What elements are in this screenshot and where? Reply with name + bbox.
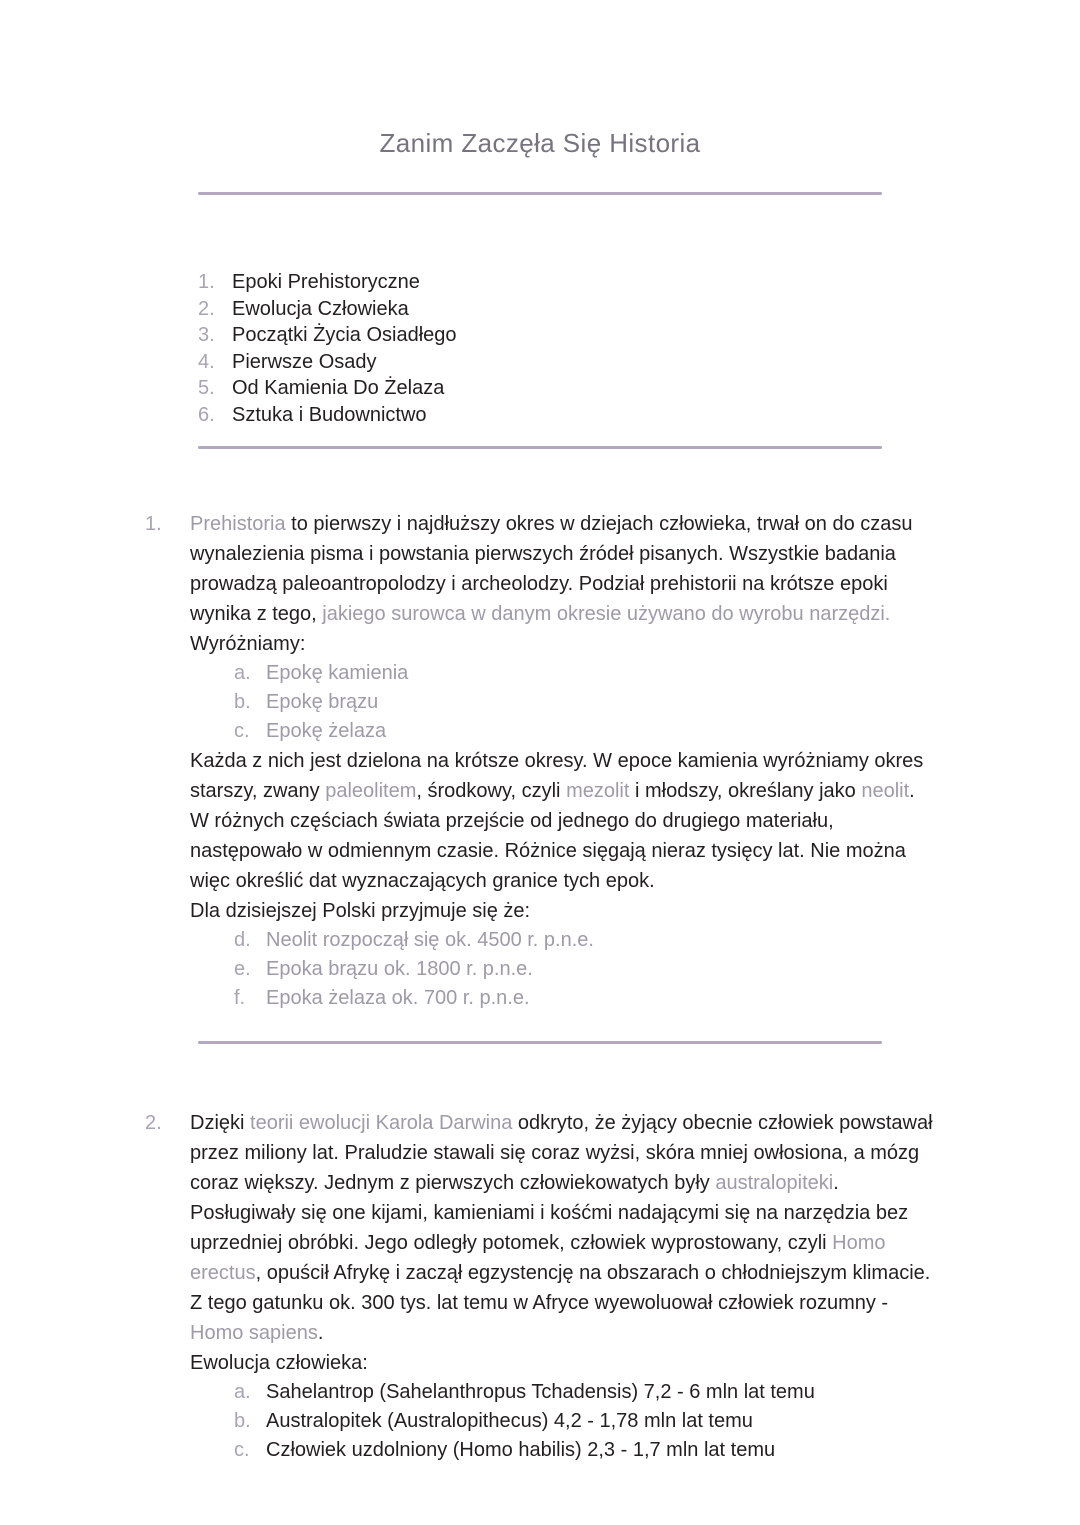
toc-item-label: Pierwsze Osady xyxy=(232,350,377,373)
section-2-lead-in: Ewolucja człowieka: xyxy=(190,1352,368,1375)
toc-item[interactable] xyxy=(198,322,882,349)
list-item-label: Epokę brązu xyxy=(266,691,379,714)
list-item-label: Sahelantrop (Sahelanthropus Tchadensis) 7,2 - 6 mln lat temu xyxy=(266,1381,815,1404)
toc-item[interactable] xyxy=(198,296,882,323)
list-item xyxy=(190,1436,935,1465)
list-item xyxy=(190,688,935,717)
toc-item-label: Od Kamienia Do Żelaza xyxy=(232,377,445,400)
section-1 xyxy=(145,509,935,1013)
section-number: 2. xyxy=(145,1112,162,1135)
spacer xyxy=(0,1044,1080,1108)
body-text: , opuścił Afrykę i zaczął egzystencję na obszarach o chłodniejszym klimacie. Z tego gatunku ok. 300 tys. lat temu w Afryce wyewoluował człowiek rozumny - xyxy=(190,1262,931,1315)
toc-item[interactable] xyxy=(198,375,882,402)
list-item-label: Neolit rozpoczął się ok. 4500 r. p.n.e. xyxy=(266,929,594,952)
spacer xyxy=(0,428,1080,446)
body-text: . xyxy=(317,1322,324,1345)
list-item-marker: c. xyxy=(234,1439,250,1462)
list-item xyxy=(190,1407,935,1436)
toc-item[interactable] xyxy=(198,269,882,296)
toc-item-number: 5. xyxy=(198,377,215,400)
toc-item[interactable] xyxy=(198,402,882,429)
toc-item-label: Początki Życia Osiadłego xyxy=(232,324,457,347)
list-item-label: Człowiek uzdolniony (Homo habilis) 2,3 - 1,7 mln lat temu xyxy=(266,1439,776,1462)
body-text: i młodszy, określany jako xyxy=(629,780,862,803)
list-item-marker: f. xyxy=(234,987,246,1010)
list-item-marker: c. xyxy=(234,720,250,743)
toc-item-number: 1. xyxy=(198,271,215,294)
list-item-label: Epokę żelaza xyxy=(266,720,387,743)
list-item-marker: b. xyxy=(234,1410,251,1433)
list-item-marker: a. xyxy=(234,1381,251,1404)
list-item xyxy=(190,1378,935,1407)
list-item-marker: b. xyxy=(234,691,251,714)
section-2 xyxy=(145,1108,935,1465)
list-item-label: Australopitek (Australopithecus) 4,2 - 1,78 mln lat temu xyxy=(266,1410,753,1433)
list-item-marker: e. xyxy=(234,958,251,981)
spacer xyxy=(0,1013,1080,1041)
list-item xyxy=(190,984,935,1013)
list-item xyxy=(190,717,935,746)
section-1-lead-in-2: Dla dzisiejszej Polski przyjmuje się że: xyxy=(190,900,531,923)
section-1-sublist-daty xyxy=(190,926,935,1013)
list-item-marker: a. xyxy=(234,662,251,685)
toc-item[interactable] xyxy=(198,349,882,376)
highlight-term: Homo sapiens xyxy=(190,1322,318,1345)
section-1-sublist-epoki xyxy=(190,659,935,746)
list-item-label: Epoka żelaza ok. 700 r. p.n.e. xyxy=(266,987,530,1010)
highlight-term: neolit xyxy=(861,780,910,803)
highlight-term: australopiteki xyxy=(715,1172,834,1195)
section-1-lead-in: Wyróżniamy: xyxy=(190,633,306,656)
list-item-marker: d. xyxy=(234,929,251,952)
toc-item-label: Ewolucja Człowieka xyxy=(232,297,409,320)
body-text: . Posługiwały się one kijami, kamieniami i kośćmi nadającymi się na narzędzia bez uprzedniej obróbki. Jego odległy potomek, człowiek wyprostowany, czyli xyxy=(190,1172,909,1255)
page-title: Zanim Zaczęła Się Historia xyxy=(379,128,701,158)
list-item xyxy=(190,659,935,688)
highlight-term: mezolit xyxy=(566,780,630,803)
list-item-label: Epoka brązu ok. 1800 r. p.n.e. xyxy=(266,958,533,981)
toc-item-number: 2. xyxy=(198,297,215,320)
spacer xyxy=(0,449,1080,509)
body-text: to pierwszy i najdłuższy okres w dziejach człowieka, trwał on do czasu wynalezienia pisma i powstania pierwszych źródeł pisanych. Wszystkie badania prowadzą paleoantropolodzy i archeolodzy. Podział prehistorii na krótsze epoki wynika z tego, xyxy=(190,513,913,626)
section-number: 1. xyxy=(145,513,162,536)
body-text: Dzięki xyxy=(190,1112,251,1135)
toc-item-label: Sztuka i Budownictwo xyxy=(232,403,427,426)
section-2-sublist-ewolucja xyxy=(190,1378,935,1465)
toc-item-number: 3. xyxy=(198,324,215,347)
highlight-term: paleolitem xyxy=(325,780,417,803)
body-text: odkryto, że żyjący obecnie człowiek powstawał przez miliony lat. Praludzie stawali się coraz wyżsi, skóra mniej owłosiona, a mózg coraz większy. Jednym z pierwszych człowiekowatych były xyxy=(190,1112,933,1195)
table-of-contents xyxy=(198,195,882,428)
highlight-term: Homo erectus xyxy=(190,1232,886,1285)
list-item xyxy=(190,955,935,984)
body-text: , środkowy, czyli xyxy=(416,780,567,803)
toc-item-label: Epoki Prehistoryczne xyxy=(232,271,420,294)
section-body xyxy=(190,1108,935,1465)
highlight-term: jakiego surowca w danym okresie używano do wyrobu narzędzi. xyxy=(322,603,891,626)
list-item-label: Epokę kamienia xyxy=(266,662,409,685)
section-1-paragraph-2 xyxy=(190,746,935,896)
highlight-term: Prehistoria xyxy=(190,513,286,536)
section-body xyxy=(190,509,935,1013)
section-1-paragraph-1 xyxy=(190,509,935,629)
section-2-paragraph-1 xyxy=(190,1108,935,1348)
body-text: . W różnych częściach świata przejście od jednego do drugiego materiału, następowało w odmiennym czasie. Różnice sięgają nieraz tysięcy lat. Nie można więc określić dat wyznaczających granice tych epok. xyxy=(190,780,915,893)
highlight-term: teorii ewolucji Karola Darwina xyxy=(250,1112,513,1135)
list-item xyxy=(190,926,935,955)
body-text: Każda z nich jest dzielona na krótsze okresy. W epoce kamienia wyróżniamy okres starszy, zwany xyxy=(190,750,924,803)
toc-item-number: 6. xyxy=(198,403,215,426)
toc-item-number: 4. xyxy=(198,350,215,373)
